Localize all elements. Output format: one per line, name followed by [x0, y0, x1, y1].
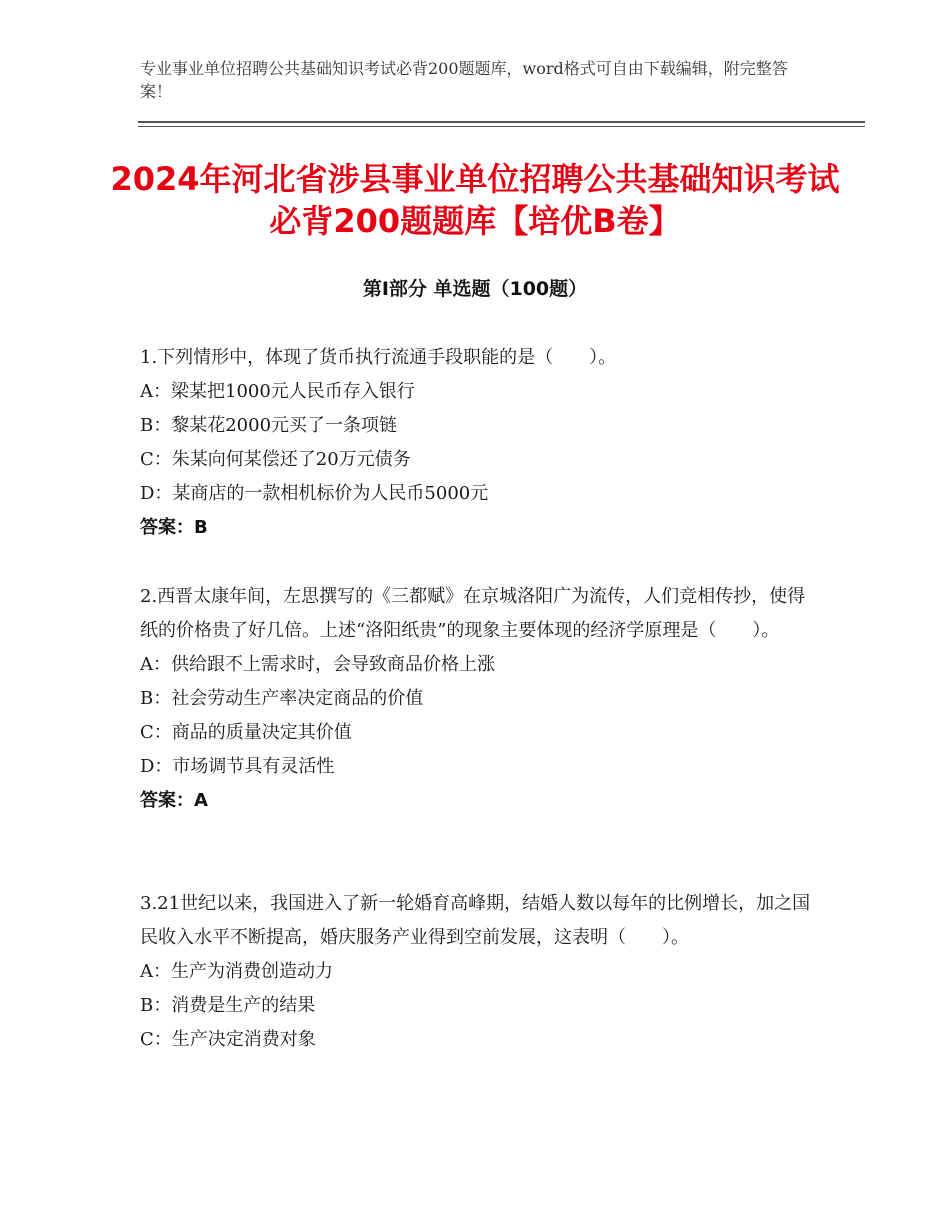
option-c: C：商品的质量决定其价值: [140, 722, 352, 743]
answer: 答案：B: [140, 517, 208, 538]
header-note: 专业事业单位招聘公共基础知识考试必背200题题库，word格式可自由下载编辑，附完整答案！: [140, 59, 788, 101]
header-divider-thin: [138, 126, 865, 127]
option-b: B：社会劳动生产率决定商品的价值: [140, 688, 424, 709]
answer: 答案：A: [140, 790, 208, 811]
option-b: B：黎某花2000元买了一条项链: [140, 415, 398, 436]
option-a: A：生产为消费创造动力: [140, 961, 333, 982]
option-a: A：供给跟不上需求时，会导致商品价格上涨: [140, 654, 495, 675]
question-stem: 3.21世纪以来，我国进入了新一轮婚育高峰期，结婚人数以每年的比例增长，加之国民收入水平不断提高，婚庆服务产业得到空前发展，这表明（ ）。: [140, 893, 811, 948]
option-a: A：梁某把1000元人民币存入银行: [140, 381, 415, 402]
option-d: D：某商店的一款相机标价为人民币5000元: [140, 483, 489, 504]
option-c: C：朱某向何某偿还了20万元债务: [140, 449, 411, 470]
section-title: 第Ⅰ部分 单选题（100题）: [362, 278, 588, 300]
question-stem: 2.西晋太康年间，左思撰写的《三都赋》在京城洛阳广为流传，人们竞相传抄，使得纸的价格贵了好几倍。上述“洛阳纸贵”的现象主要体现的经济学原理是（ ）。: [140, 586, 806, 641]
option-b: B：消费是生产的结果: [140, 995, 316, 1016]
option-d: D：市场调节具有灵活性: [140, 756, 335, 777]
question-stem: 1.下列情形中，体现了货币执行流通手段职能的是（ ）。: [140, 347, 617, 368]
document-title: 2024年河北省涉县事业单位招聘公共基础知识考试必背200题题库【培优B卷】: [110, 160, 840, 240]
header-divider: [138, 121, 865, 123]
question-2: [140, 580, 820, 818]
question-3: [140, 887, 820, 1057]
question-1: [140, 341, 820, 545]
option-c: C：生产决定消费对象: [140, 1029, 316, 1050]
